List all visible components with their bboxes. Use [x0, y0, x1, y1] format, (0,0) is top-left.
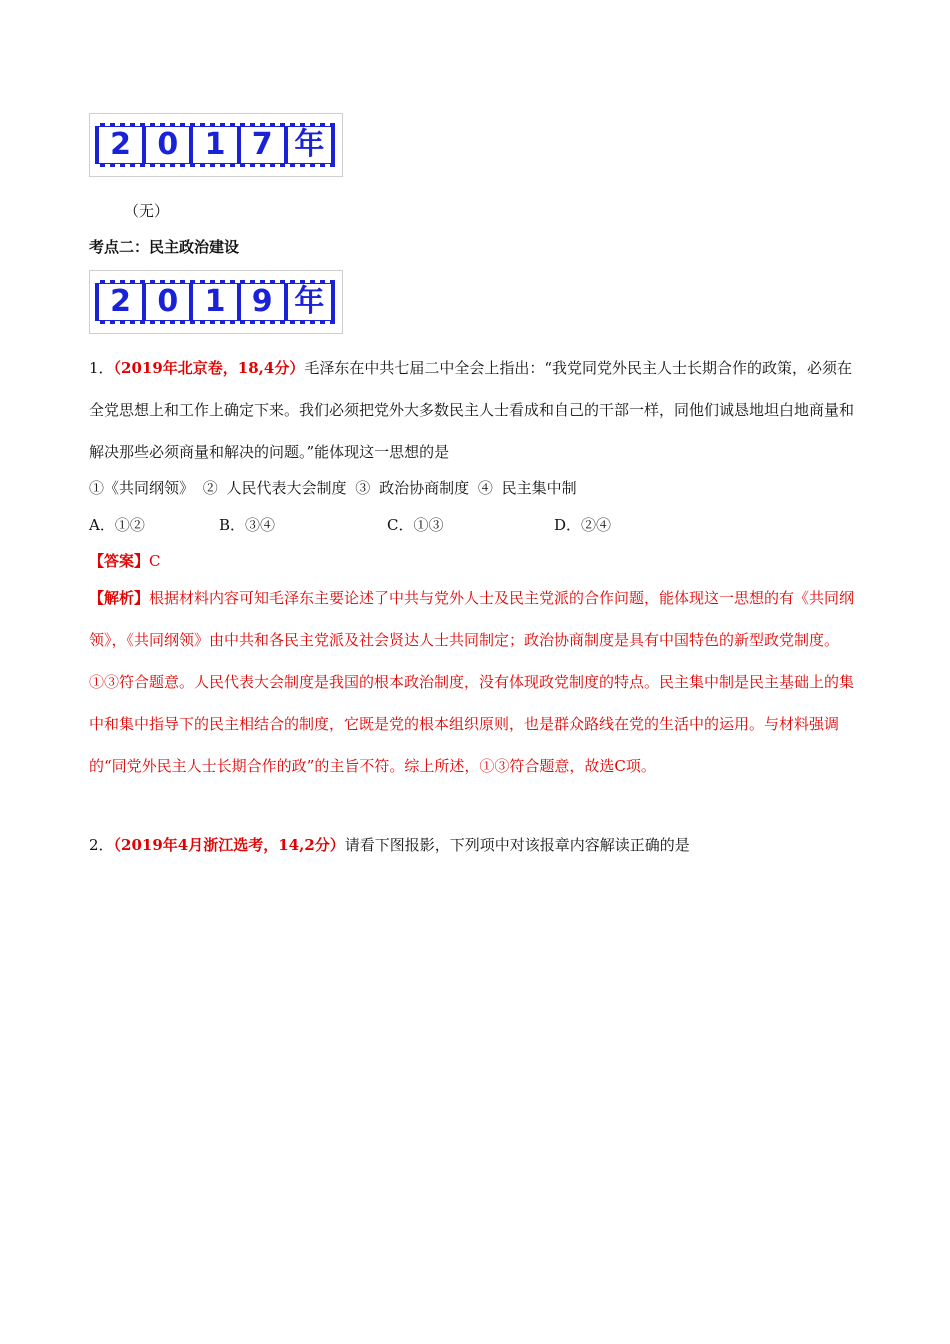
film-strip — [95, 280, 335, 324]
question-number: 1． — [89, 359, 114, 377]
section-title: 考点二：民主政治建设 — [89, 238, 240, 256]
answer-value: C — [149, 552, 161, 570]
none-text: （无） — [124, 202, 170, 220]
badge-digit: 1 — [193, 127, 236, 163]
question-stem: 请看下图报影，下列项中对该报章内容解读正确的是 — [344, 836, 690, 854]
question-number: 2． — [89, 836, 114, 854]
answer-line — [89, 551, 161, 571]
film-strip — [95, 123, 335, 167]
badge-digit: 年 — [288, 284, 331, 320]
badge-digit: 7 — [241, 127, 284, 163]
analysis — [89, 577, 865, 787]
option-c: C．①③ — [387, 516, 444, 534]
question-source: （2019年北京卷，18,4分） — [113, 359, 305, 377]
badge-digit: 2 — [99, 127, 142, 163]
analysis-label: 【解析】 — [89, 589, 150, 607]
question-stem: 毛泽东在中共七届二中全会上指出：“我党同党外民主人士长期合作的政策，必须在全党思想上和工作上确定下来。我们必须把党外大多数民主人士看成和自己的干部一样，同他们诚恳地坦白地商量和解决那些必须商量和解决的问题。”能体现这一思想的是 — [89, 359, 855, 461]
question-items: ①《共同纲领》 ② 人民代表大会制度 ③ 政治协商制度 ④ 民主集中制 — [89, 479, 577, 497]
question-2 — [89, 835, 690, 855]
answer-label: 【答案】 — [89, 552, 150, 570]
badge-digit: 1 — [193, 284, 236, 320]
year-badge-2019 — [89, 270, 343, 334]
badge-digit: 年 — [288, 127, 331, 163]
option-b: B．③④ — [219, 516, 276, 534]
year-badge-2017 — [89, 113, 343, 177]
question-1 — [89, 347, 865, 473]
badge-digit: 2 — [99, 284, 142, 320]
analysis-text: 根据材料内容可知毛泽东主要论述了中共与党外人士及民主党派的合作问题，能体现这一思想的有《共同纲领》，《共同纲领》由中共和各民主党派及社会贤达人士共同制定；政治协商制度是具有中国特色的新型政党制度。①③符合题意。人民代表大会制度是我国的根本政治制度，没有体现政党制度的特点。民主集中制是民主基础上的集中和集中指导下的民主相结合的制度，它既是党的根本组织原则，也是群众路线在党的生活中的运用。与材料强调的“同党外民主人士长期合作的政”的主旨不符。综上所述，①③符合题意，故选C项。 — [89, 589, 855, 775]
option-d: D．②④ — [554, 516, 612, 534]
option-a: A．①② — [89, 516, 145, 534]
badge-digit: 9 — [241, 284, 284, 320]
badge-digit: 0 — [146, 127, 189, 163]
badge-digit: 0 — [146, 284, 189, 320]
question-source: （2019年4月浙江选考，14,2分） — [113, 836, 345, 854]
